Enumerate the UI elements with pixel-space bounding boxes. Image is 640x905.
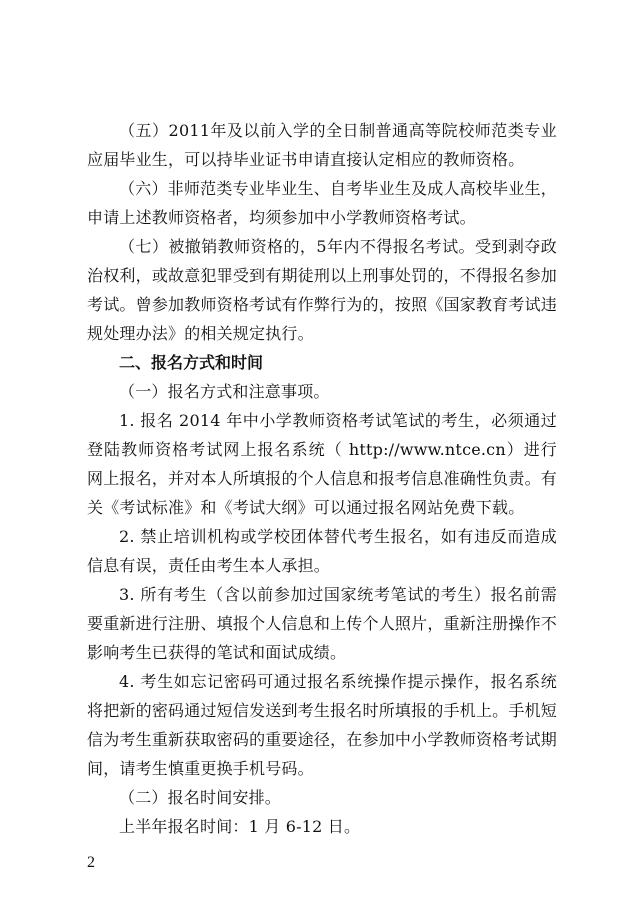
paragraph-item-6: （六）非师范类专业毕业生、自考毕业生及成人高校毕业生，申请上述教师资格者，均须参加中小学教师资格考试。 xyxy=(87,179,557,227)
paragraph-item-7: （七）被撤销教师资格的，5年内不得报名考试。受到剥夺政治权利，或故意犯罪受到有期徒刑以上刑事处罚的，不得报名参加考试。曾参加教师资格考试有作弊行为的，按照《国家教育考试违规处理办法》的相关规定执行。 xyxy=(87,237,557,343)
page-number: 2 xyxy=(87,854,95,871)
document-body xyxy=(87,116,557,841)
list-item-2: 2. 禁止培训机构或学校团体替代考生报名，如有违反而造成信息有误，责任由考生本人承担。 xyxy=(87,527,557,575)
list-item-1: 1. 报名 2014 年中小学教师资格考试笔试的考生，必须通过登陆教师资格考试网上报名系统（ http://www.ntce.cn）进行网上报名，并对本人所填报的个人信息和报考信息准确性负责。有关《考试标准》和《考试大纲》可以通过报名网站免费下载。 xyxy=(87,411,557,517)
list-item-4: 4. 考生如忘记密码可通过报名系统操作提示操作，报名系统将把新的密码通过短信发送到考生报名时所填报的手机上。手机短信为考生重新获取密码的重要途径，在参加中小学教师资格考试期间，请考生慎重更换手机号码。 xyxy=(87,672,557,778)
schedule-line: 上半年报名时间：1 月 6-12 日。 xyxy=(119,817,361,836)
section-heading: 二、报名方式和时间 xyxy=(119,353,264,372)
paragraph-item-5: （五）2011年及以前入学的全日制普通高等院校师范类专业应届毕业生，可以持毕业证书申请直接认定相应的教师资格。 xyxy=(87,121,557,169)
subsection-heading-1: （一）报名方式和注意事项。 xyxy=(119,382,330,401)
subsection-heading-2: （二）报名时间安排。 xyxy=(119,788,282,807)
list-item-3: 3. 所有考生（含以前参加过国家统考笔试的考生）报名前需要重新进行注册、填报个人信息和上传个人照片，重新注册操作不影响考生已获得的笔试和面试成绩。 xyxy=(87,585,557,662)
